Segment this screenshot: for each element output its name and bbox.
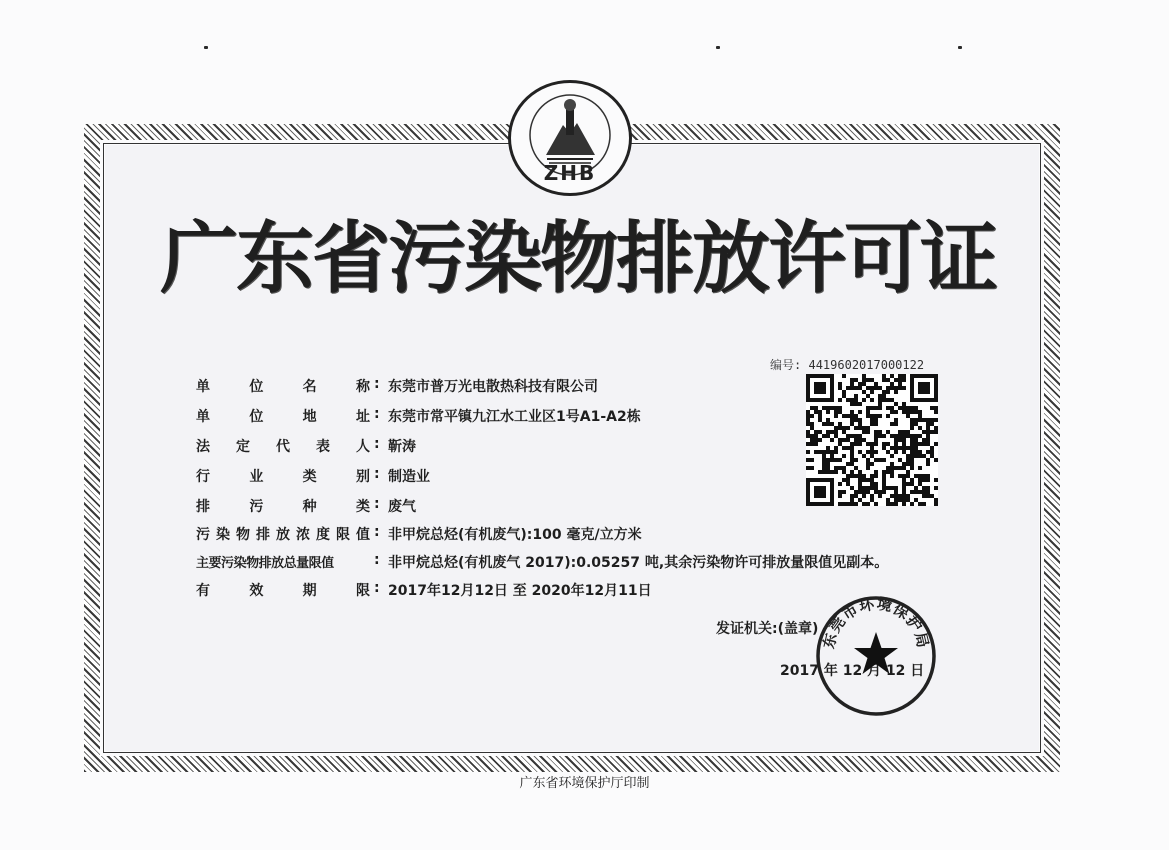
field-label: 单 位 地 址 bbox=[196, 409, 370, 425]
serial-value: 4419602017000122 bbox=[808, 358, 925, 372]
scan-speck bbox=[716, 46, 720, 49]
issuing-authority: 发证机关:(盖章) bbox=[716, 621, 819, 637]
field-colon: : bbox=[374, 406, 380, 422]
official-seal bbox=[814, 594, 938, 718]
field-label: 单 位 名 称 bbox=[196, 379, 370, 395]
star-icon bbox=[854, 632, 898, 674]
field-label: 主 要 污 染 物 排 放 总 量 限 值 bbox=[196, 556, 334, 571]
zhb-emblem bbox=[508, 80, 632, 196]
emblem-text: ZHB bbox=[543, 161, 597, 185]
field-row-unit-address bbox=[196, 402, 956, 430]
serial-number bbox=[770, 356, 924, 373]
field-label: 污 染 物 排 放 浓 度 限 值 bbox=[196, 527, 370, 543]
scan-speck bbox=[958, 46, 962, 49]
field-row-pollutant-type bbox=[196, 492, 956, 520]
printer-credit: 广东省环境保护厅印制 bbox=[519, 776, 650, 791]
field-colon: : bbox=[374, 552, 380, 568]
field-label: 行 业 类 别 bbox=[196, 469, 370, 485]
certificate-title: 广东省污染物排放许可证 bbox=[160, 214, 997, 304]
field-colon: : bbox=[374, 580, 380, 596]
field-value: 东莞市常平镇九江水工业区1号A1-A2栋 bbox=[388, 409, 641, 425]
field-value: 制造业 bbox=[388, 469, 430, 485]
field-row-industry bbox=[196, 462, 956, 490]
field-colon: : bbox=[374, 436, 380, 452]
field-row-unit-name bbox=[196, 372, 956, 400]
scan-speck bbox=[204, 46, 208, 49]
serial-label: 编号: bbox=[770, 358, 802, 372]
field-row-total-emission-limit bbox=[196, 548, 956, 576]
field-value: 非甲烷总烃(有机废气 2017):0.05257 吨,其余污染物许可排放量限值见副本。 bbox=[388, 555, 889, 571]
field-label: 有 效 期 限 bbox=[196, 583, 370, 599]
field-label: 法 定 代 表 人 bbox=[196, 439, 370, 455]
field-value: 靳涛 bbox=[388, 439, 416, 455]
field-value: 东莞市普万光电散热科技有限公司 bbox=[388, 379, 598, 395]
field-row-concentration-limit bbox=[196, 520, 956, 548]
field-row-legal-representative bbox=[196, 432, 956, 460]
seal-text: 东莞市环境保护局 bbox=[819, 594, 933, 651]
field-value: 废气 bbox=[388, 499, 416, 515]
field-label: 排 污 种 类 bbox=[196, 499, 370, 515]
field-value: 2017年12月12日 至 2020年12月11日 bbox=[388, 583, 652, 599]
field-colon: : bbox=[374, 376, 380, 392]
field-colon: : bbox=[374, 524, 380, 540]
field-colon: : bbox=[374, 496, 380, 512]
issue-date: 2017 年 12 月 12 日 bbox=[780, 663, 925, 679]
field-colon: : bbox=[374, 466, 380, 482]
field-value: 非甲烷总烃(有机废气):100 毫克/立方米 bbox=[388, 527, 642, 543]
